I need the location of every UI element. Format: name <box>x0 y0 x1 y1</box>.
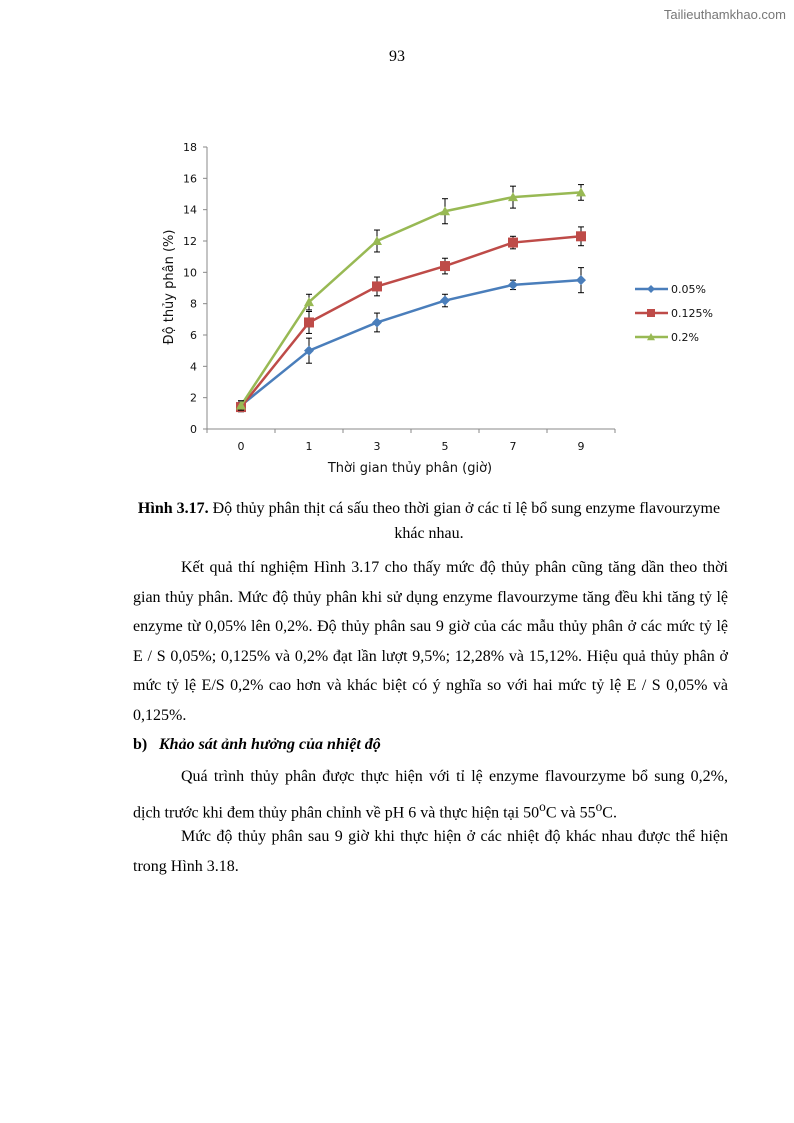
x-tick-label: 3 <box>373 440 381 453</box>
legend-label: 0.05% <box>671 283 706 296</box>
x-tick-labels <box>238 440 585 453</box>
p2-degree-2: o <box>595 798 603 814</box>
y-tick-labels <box>183 141 197 436</box>
x-tick-label: 9 <box>577 440 585 453</box>
series-0.05% <box>236 268 586 411</box>
chart-series <box>236 185 586 412</box>
heading-text: Khảo sát ảnh hưởng của nhiệt độ <box>159 736 381 753</box>
p2-degree-1: o <box>539 798 546 814</box>
series-line <box>241 192 581 405</box>
y-tick-label: 8 <box>190 297 197 311</box>
data-point-marker <box>576 231 586 241</box>
y-tick-label: 12 <box>183 235 197 248</box>
data-point-marker <box>508 238 518 248</box>
paragraph-results: Kết quả thí nghiệm Hình 3.17 cho thấy mức độ thủy phân cũng tăng dần theo thời gian thủy phân. Mức độ thủy phân khi sử dụng enzyme flavourzyme tăng đều khi tăng tỷ lệ enzyme từ 0,05% lên 0,2%. Độ thủy phân sau 9 giờ của các mẫu thủy phân ở các mức tỷ lệ E / S 0,05%; 0,125% và 0,2% đạt lần lượt 9,5%; 12,28% và 15,12%. Hiệu quả thủy phân ở mức tỷ lệ E/S 0,2% cao hơn và khác biệt có ý nghĩa so với hai mức tỷ lệ E / S 0,05% và 0,125%. <box>133 559 728 724</box>
y-tick-label: 18 <box>183 141 197 154</box>
figure-caption <box>130 496 728 546</box>
hydrolysis-line-chart <box>150 135 730 480</box>
p2-text-a: Quá trình thủy phân được thực hiện với tỉ lệ enzyme flavourzyme bổ sung 0,2%, dịch trước khi đem thủy phân chỉnh về pH 6 và thực hiện tại 50 <box>133 768 728 821</box>
caption-label: Hình 3.17. <box>137 500 209 517</box>
x-axis-label: Thời gian thủy phân (giờ) <box>327 461 493 476</box>
p2-text-c: C. <box>602 803 617 821</box>
data-point-marker <box>440 261 450 271</box>
data-point-marker <box>372 317 382 327</box>
y-axis-label: Độ thủy phân (%) <box>162 229 177 345</box>
p2-text-b: C và 55 <box>545 803 596 821</box>
heading-label: b) <box>133 736 148 753</box>
x-tick-label: 5 <box>441 440 449 453</box>
page-number: 93 <box>389 48 405 65</box>
x-tick-label: 0 <box>237 440 245 453</box>
series-0.2% <box>236 185 586 411</box>
y-tick-label: 14 <box>183 203 197 217</box>
legend-label: 0.2% <box>671 331 699 344</box>
y-tick-label: 16 <box>183 172 197 186</box>
data-point-marker <box>440 296 450 306</box>
x-tick-label: 1 <box>305 440 313 453</box>
data-point-marker <box>372 281 382 291</box>
data-point-marker <box>647 309 655 317</box>
series-0.125% <box>236 227 586 412</box>
section-heading <box>133 736 381 754</box>
data-point-marker <box>508 280 518 290</box>
y-tick-label: 0 <box>190 423 197 436</box>
data-point-marker <box>576 275 586 285</box>
series-line <box>241 236 581 407</box>
caption-text: Độ thủy phân thịt cá sấu theo thời gian ở các tỉ lệ bổ sung enzyme flavourzyme khác nhau. <box>208 500 721 542</box>
data-point-marker <box>647 285 655 293</box>
chart-axes <box>203 147 615 433</box>
legend-label: 0.125% <box>671 307 713 320</box>
chart-legend <box>635 283 713 344</box>
x-tick-label: 7 <box>509 440 517 453</box>
y-tick-label: 6 <box>190 329 197 342</box>
paragraph-method <box>133 762 728 827</box>
paragraph-temperature: Mức độ thủy phân sau 9 giờ khi thực hiện ở các nhiệt độ khác nhau được thể hiện trong Hình 3.18. <box>133 828 728 875</box>
y-tick-label: 2 <box>190 391 197 405</box>
y-tick-label: 4 <box>190 360 197 374</box>
data-point-marker <box>304 317 314 327</box>
y-tick-label: 10 <box>183 266 197 280</box>
watermark: Tailieuthamkhao.com <box>663 7 786 22</box>
